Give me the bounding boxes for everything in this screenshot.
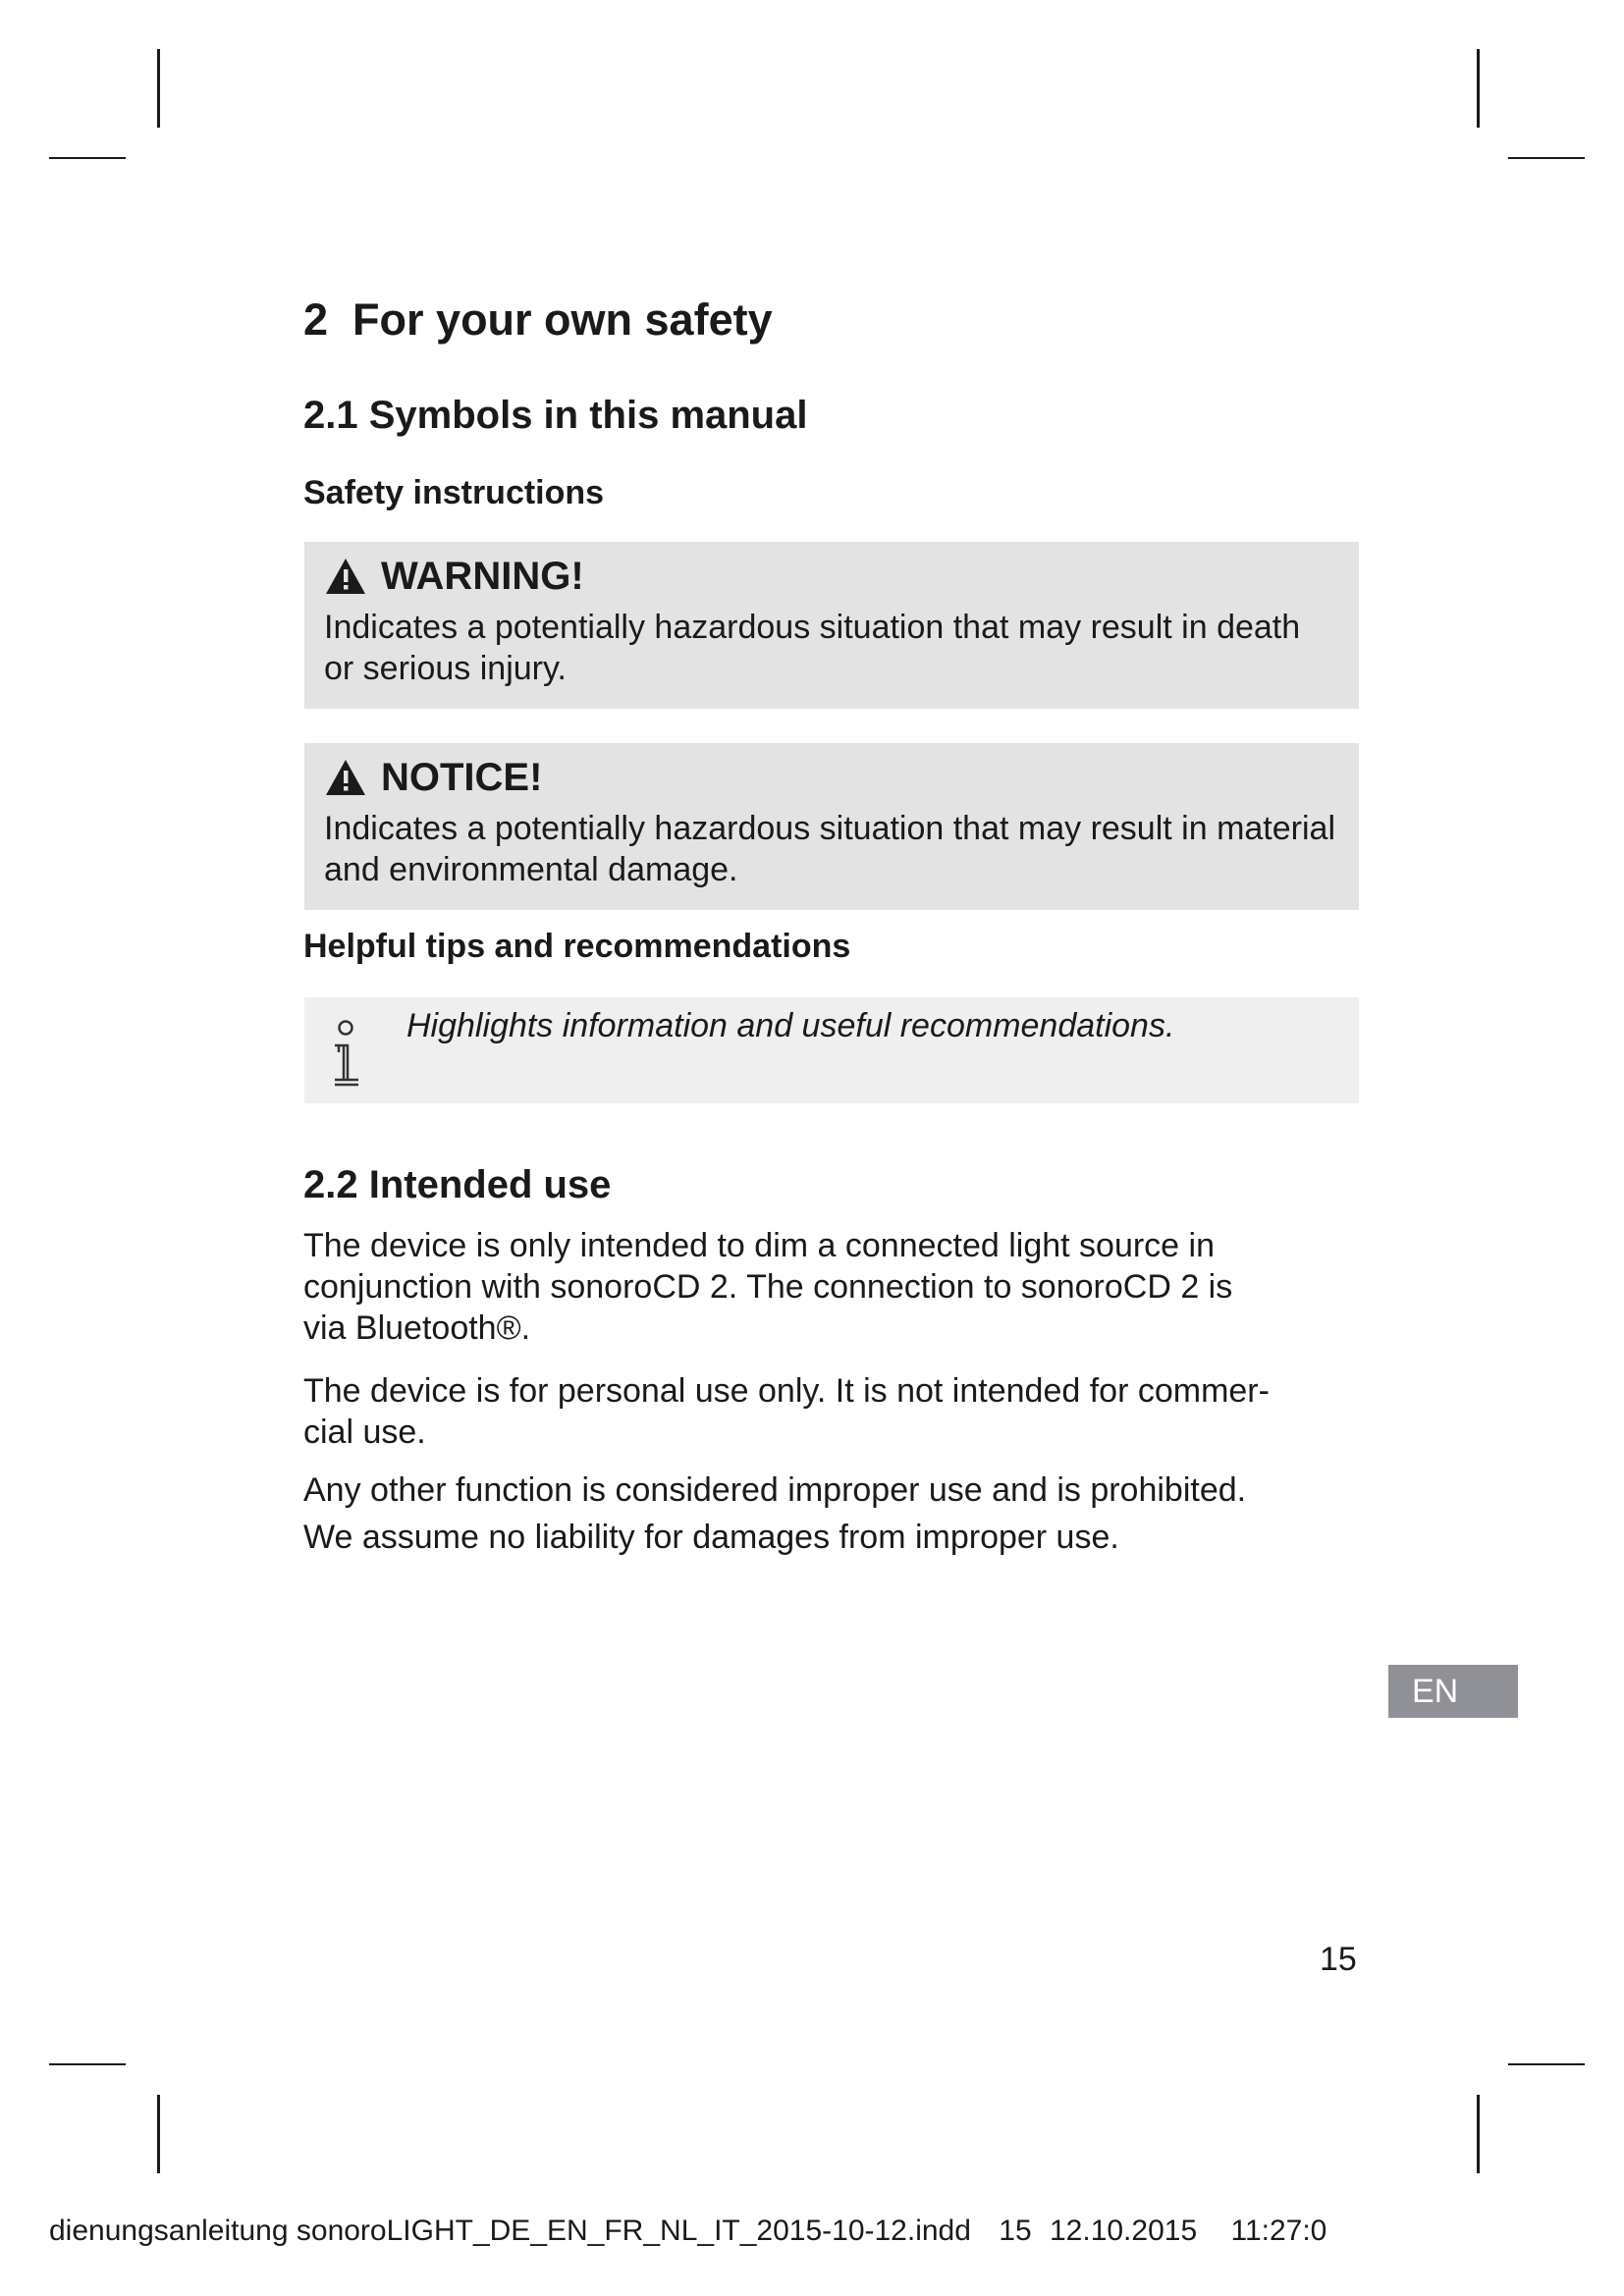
notice-text: Indicates a potentially hazardous situation that may result in material and environmental damage. — [324, 810, 1335, 888]
slug-file-name: dienungsanleitung sonoroLIGHT_DE_EN_FR_NL_IT_2015-10-12.indd — [49, 2215, 971, 2247]
tip-text: Highlights information and useful recommendations. — [406, 1007, 1175, 1044]
crop-mark-bottom-left-horizontal — [49, 2063, 126, 2065]
warning-text: Indicates a potentially hazardous situation that may result in death or serious injury. — [324, 609, 1301, 687]
tip-box — [304, 997, 1359, 1103]
notice-title: NOTICE! — [381, 756, 543, 799]
intended-use-paragraph-1 — [303, 1225, 1364, 1349]
paragraph-line: We assume no liability for damages from improper use. — [303, 1519, 1119, 1556]
slug-time: 11:27:0 — [1230, 2215, 1327, 2247]
warning-triangle-icon — [324, 557, 367, 596]
print-slug-line — [49, 2213, 1326, 2250]
info-icon — [326, 1019, 365, 1090]
paragraph-line: cial use. — [303, 1414, 426, 1451]
warning-title-row — [324, 552, 1359, 601]
notice-box — [304, 743, 1359, 910]
crop-mark-top-left-horizontal — [49, 157, 126, 159]
helpful-tips-heading: Helpful tips and recommendations — [303, 928, 851, 965]
crop-mark-bottom-right-vertical — [1477, 2095, 1480, 2173]
slug-page: 15 — [999, 2215, 1032, 2247]
paragraph-line: The device is for personal use only. It is not intended for commer- — [303, 1372, 1270, 1410]
notice-title-row — [324, 753, 1359, 802]
crop-mark-bottom-right-horizontal — [1508, 2063, 1585, 2065]
crop-mark-top-right-horizontal — [1508, 157, 1585, 159]
warning-triangle-icon — [324, 758, 367, 797]
page-number: 15 — [1320, 1941, 1357, 1978]
paragraph-line: conjunction with sonoroCD 2. The connection to sonoroCD 2 is — [303, 1268, 1233, 1306]
crop-mark-top-right-vertical — [1477, 49, 1480, 128]
warning-box — [304, 542, 1359, 709]
paragraph-line: Any other function is considered improper use and is prohibited. — [303, 1471, 1247, 1509]
chapter-title: For your own safety — [352, 294, 773, 345]
section-title-symbols: 2.1 Symbols in this manual — [303, 394, 808, 437]
warning-title: WARNING! — [381, 555, 584, 598]
paragraph-line: via Bluetooth®. — [303, 1309, 531, 1347]
language-tab: EN — [1388, 1665, 1518, 1718]
slug-date: 12.10.2015 — [1049, 2215, 1198, 2247]
intended-use-paragraph-3 — [303, 1467, 1364, 1561]
crop-mark-bottom-left-vertical — [157, 2095, 160, 2173]
paragraph-line: The device is only intended to dim a connected light source in — [303, 1227, 1215, 1264]
safety-instructions-heading: Safety instructions — [303, 474, 605, 511]
page-title — [303, 293, 773, 347]
crop-mark-top-left-vertical — [157, 49, 160, 128]
intended-use-paragraph-2 — [303, 1370, 1364, 1453]
section-title-intended-use: 2.2 Intended use — [303, 1163, 612, 1206]
chapter-number: 2 — [303, 294, 329, 345]
